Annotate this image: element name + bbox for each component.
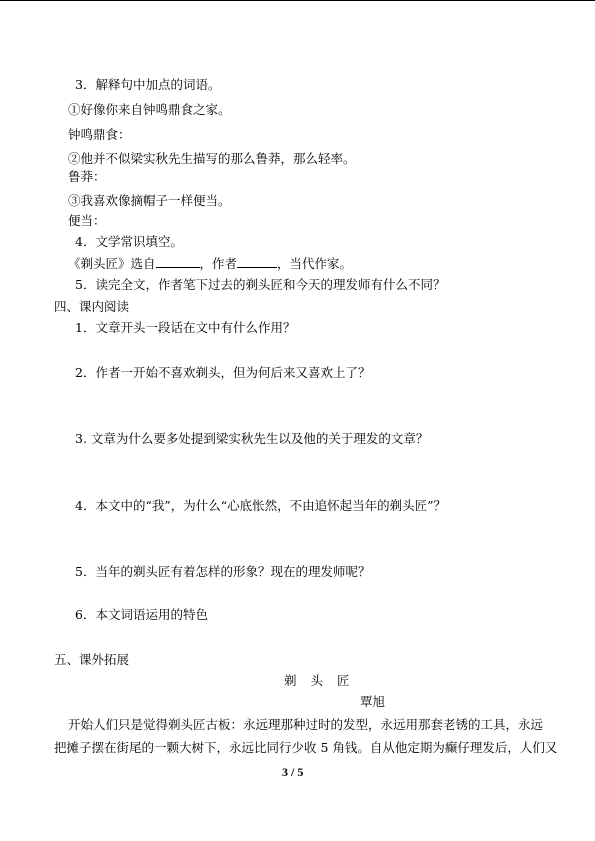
reading-question-6: 6．本文词语运用的特色 <box>75 607 208 622</box>
reading-question-2: 2．作者一开始不喜欢剃头，但为何后来又喜欢上了？ <box>75 365 371 380</box>
section-4-heading: 四、课内阅读 <box>54 299 130 314</box>
q3-term-3: 便当： <box>68 213 106 228</box>
q4-text-c: ，当代作家。 <box>277 256 353 271</box>
q3-sentence-2: ②他并不似梁实秋先生描写的那么鲁莽，那么轻率。 <box>68 151 356 166</box>
source-blank[interactable] <box>156 256 200 268</box>
q4-text-b: ，作者 <box>199 256 238 271</box>
reading-question-1: 1．文章开头一段话在文中有什么作用？ <box>75 320 296 335</box>
q4-fill-line <box>68 256 352 271</box>
q3-term-1: 钟鸣鼎食： <box>68 127 131 142</box>
article-title: 剃 头 匠 <box>284 673 355 688</box>
q4-heading: 4．文学常识填空。 <box>75 234 183 249</box>
reading-question-4: 4．本文中的“我”，为什么“心底怅然，不由追怀起当年的剃头匠”？ <box>75 498 447 513</box>
page-number: 3 / 5 <box>282 765 304 779</box>
author-blank[interactable] <box>237 256 277 268</box>
article-paragraph-line-1: 开始人们只是觉得剃头匠古板：永远理那种过时的发型，永远用那套老锈的工具，永远 <box>68 717 544 732</box>
article-paragraph-line-2: 把摊子摆在街尾的一颗大树下，永远比同行少收 5 角钱。自从他定期为癫仔理发后，人们又 <box>54 740 558 755</box>
article-author: 覃旭 <box>360 694 386 709</box>
q3-sentence-3: ③我喜欢像摘帽子一样便当。 <box>68 193 231 208</box>
reading-question-3: 3. 文章为什么要多处提到梁实秋先生以及他的关于理发的文章？ <box>75 431 429 446</box>
q3-sentence-1: ①好像你来自钟鸣鼎食之家。 <box>68 102 231 117</box>
section-5-heading: 五、课外拓展 <box>54 652 130 667</box>
q3-heading: 3．解释句中加点的词语。 <box>75 77 221 92</box>
q4-text-a: 《剃头匠》选自 <box>68 256 156 271</box>
reading-question-5: 5．当年的剃头匠有着怎样的形象？现在的理发师呢？ <box>75 564 371 579</box>
q5: 5．读完全文，作者笔下过去的剃头匠和今天的理发师有什么不同？ <box>75 277 446 292</box>
q3-term-2: 鲁莽： <box>68 169 106 184</box>
header-rule <box>0 0 595 1</box>
